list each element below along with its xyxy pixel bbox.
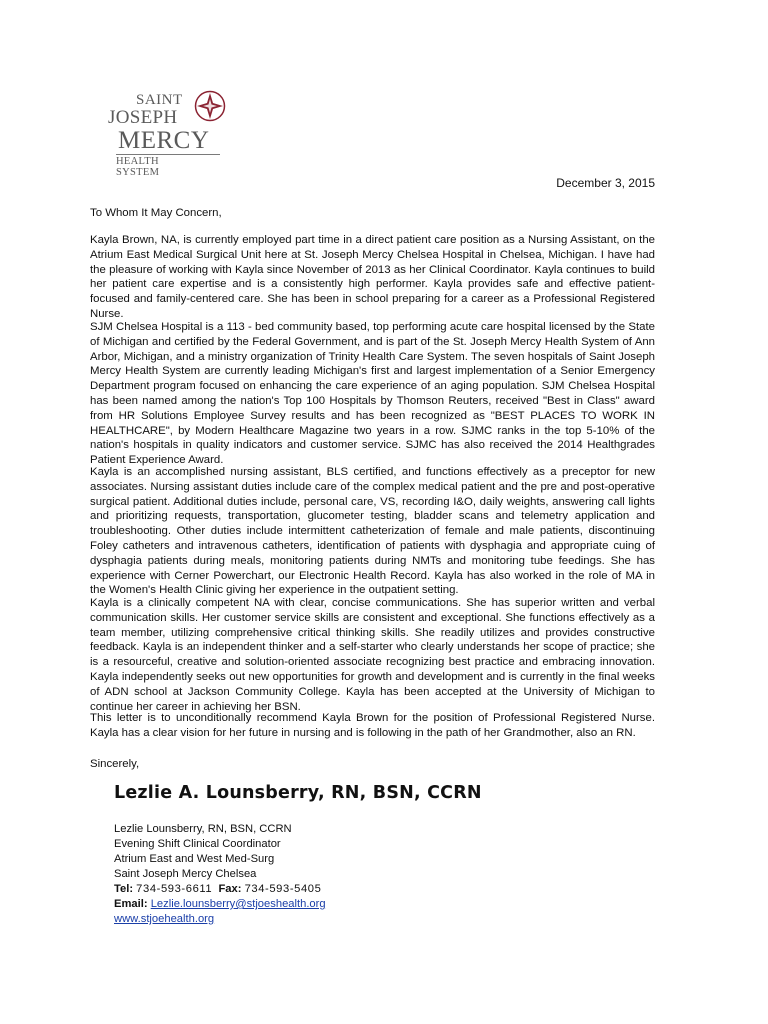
contact-website-line (114, 912, 326, 927)
email-link[interactable]: Lezlie.lounsberry@stjoeshealth.org (150, 898, 326, 910)
tel-number: 734-593-6611 (136, 883, 213, 895)
website-link[interactable]: www.stjoehealth.org (114, 913, 215, 925)
paragraph-duties: Kayla is an accomplished nursing assistant, BLS certified, and functions effectively as a preceptor for new associates. Nursing assistant duties include care of the complex medical patient and the pre and post-operative surgical patient. Additional duties include, personal care, VS, recording I&O, daily weights, answering call lights and prioritizing requests, transportation, glucometer testing, bladder scans and telemetry application and troubleshooting. Other duties include intermittent catheterization of female and male patients, discontinuing Foley catheters and intravenous catheters, identification of patients with dysphagia and appropriate cuing of dysphagia patients during meals, monitoring patients during NMTs and monitoring tube feedings. She has experience with Cerner Powerchart, our Electronic Health Record. Kayla has also worked in the role of MA in the Women's Health Clinic giving her experience in the outpatient setting. (90, 466, 655, 597)
tel-label: Tel: (114, 883, 134, 895)
logo-joseph: JOSEPH (108, 107, 178, 128)
letter-date: December 3, 2015 (556, 176, 655, 190)
contact-phone-line (114, 882, 326, 897)
paragraph-recommendation: This letter is to unconditionally recommend Kayla Brown for the position of Professional Registered Nurse. Kayla has a clear vision for her future in nursing and is following in the path of her Grandmother, also an RN. (90, 712, 655, 739)
fax-number: 734-593-5405 (244, 883, 322, 895)
email-label: Email: (114, 898, 148, 910)
fax-label: Fax: (218, 883, 242, 895)
contact-block (114, 822, 326, 927)
contact-email-line (114, 897, 326, 912)
closing: Sincerely, (90, 758, 140, 770)
cross-emblem-icon (194, 90, 226, 122)
logo-health-system: HEALTH SYSTEM (116, 156, 160, 178)
paragraph-intro: Kayla Brown, NA, is currently employed part time in a direct patient care position as a Nursing Assistant, on the Atrium East Medical Surgical Unit here at St. Joseph Mercy Chelsea Hospital in Chelsea, Michigan. I have had the pleasure of working with Kayla since November of 2013 as her Clinical Coordinator. Kayla continues to build her patient care expertise and is a consistently high performer. Kayla provides safe and effective patient-focused and family-centered care. She has been in school preparing for a career as a Professional Registered Nurse. (90, 234, 655, 320)
logo-mercy: MERCY (118, 127, 210, 154)
logo-saint: SAINT (136, 92, 183, 108)
contact-unit: Atrium East and West Med-Surg (114, 853, 275, 865)
saint-joseph-mercy-logo (108, 90, 228, 178)
contact-name: Lezlie Lounsberry, RN, BSN, CCRN (114, 823, 292, 835)
greeting: To Whom It May Concern, (90, 207, 222, 219)
logo-rule (116, 154, 220, 155)
contact-org: Saint Joseph Mercy Chelsea (114, 868, 257, 880)
paragraph-hospital: SJM Chelsea Hospital is a 113 - bed community based, top performing acute care hospital licensed by the State of Michigan and certified by the Federal Government, and is part of the St. Joseph Mercy Health System of Ann Arbor, Michigan, and a ministry organization of Trinity Health Care System. The seven hospitals of Saint Joseph Mercy Health System are currently leading Michigan's first and largest implementation of a Senior Emergency Department program focused on enhancing the care experience of an aging population. SJM Chelsea Hospital has been named among the nation's Top 100 Hospitals by Thomson Reuters, received "Best in Class" award from HR Solutions Employee Survey results and has been recognized as "BEST PLACES TO WORK IN HEALTHCARE", by Modern Healthcare Magazine two years in a row. SJMC ranks in the top 5-10% of the nation's hospitals in quality indicators and customer service. SJMC has also received the 2014 Healthgrades Patient Experience Award. (90, 321, 655, 467)
contact-title: Evening Shift Clinical Coordinator (114, 838, 281, 850)
paragraph-skills: Kayla is a clinically competent NA with clear, concise communications. She has superior written and verbal communication skills. Her customer service skills are consistent and exceptional. She functions effectively as a team member, utilizing comprehensive critical thinking skills. She readily utilizes and provides constructive feedback. Kayla is an independent thinker and a self-starter who clearly understands her scope of practice; she is a resourceful, creative and solution-oriented associate recognizing best practice and embracing innovation. Kayla independently seeks out new opportunities for growth and development and is currently in the final weeks of ADN school at Jackson Community College. Kayla has been accepted at the University of Michigan to continue her career in achieving her BSN. (90, 597, 655, 713)
signature-name: Lezlie A. Lounsberry, RN, BSN, CCRN (114, 783, 482, 803)
